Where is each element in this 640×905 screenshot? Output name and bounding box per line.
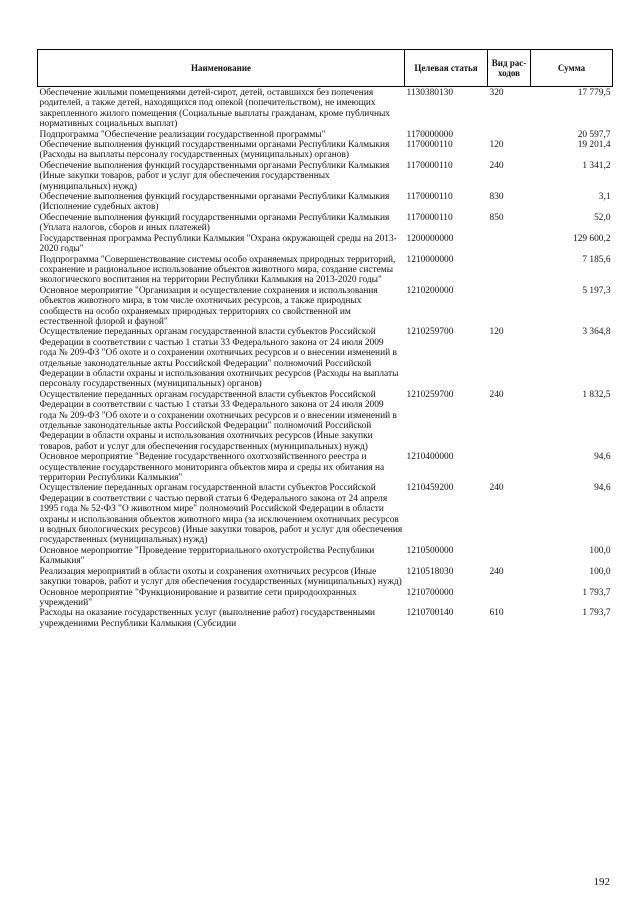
cell-sum: 1 793,7: [582, 587, 611, 598]
header-sum: Сумма: [531, 50, 613, 87]
cell-sum: 20 597,7: [577, 129, 611, 140]
page-number: 192: [593, 876, 610, 888]
table-row: [38, 192, 613, 213]
cell-name: Реализация мероприятий в области охоты и сохранения охотничьих ресурсов (Иные закупки товаров, работ и услуг для обеспечения государственных (муниципальных) нужд): [39, 566, 402, 588]
cell-target: 1210000000: [406, 254, 454, 265]
cell-sum: 1 793,7: [582, 608, 611, 619]
cell-name: Государственная программа Республики Калмыкия "Охрана окружающей среды на 2013-2020 годы": [39, 233, 397, 255]
cell-sum: 52,0: [594, 212, 611, 223]
table-row: [38, 130, 613, 140]
cell-target: 1210259700: [406, 327, 454, 338]
cell-name: Подпрограмма "Обеспечение реализации государственной программы": [39, 129, 326, 140]
table-row: [38, 234, 613, 255]
table-body: [38, 87, 613, 630]
table-row: [38, 588, 613, 609]
cell-target: 1210500000: [406, 545, 454, 556]
cell-kind: [488, 255, 531, 286]
table-row: [38, 546, 613, 567]
cell-target: 1200000000: [406, 233, 454, 244]
cell-kind: [488, 546, 531, 567]
cell-sum: 7 185,6: [582, 254, 611, 265]
cell-kind: [488, 588, 531, 609]
cell-kind: 120: [489, 327, 504, 338]
cell-sum: 1 832,5: [582, 389, 611, 400]
cell-target: 1170000110: [406, 160, 453, 171]
header-target: Целевая статья: [405, 50, 488, 87]
cell-sum: 17 779,5: [577, 88, 611, 98]
cell-sum: 1 341,2: [582, 160, 611, 171]
table-row: [38, 327, 613, 389]
cell-kind: 240: [489, 483, 504, 494]
table-row: [38, 161, 613, 192]
budget-table: [37, 49, 613, 629]
table-row: [38, 608, 613, 629]
table-row: [38, 483, 613, 545]
cell-target: 1210700000: [406, 587, 454, 598]
cell-kind: 240: [489, 160, 504, 171]
cell-target: 1210700140: [406, 608, 454, 619]
cell-sum: 3,1: [598, 192, 611, 203]
cell-target: 1130380130: [406, 88, 454, 98]
cell-target: 1210518030: [406, 566, 454, 577]
table-row: [38, 286, 613, 328]
cell-kind: [488, 452, 531, 483]
cell-target: 1210200000: [406, 285, 454, 296]
cell-target: 1210459200: [406, 483, 454, 494]
cell-sum: 94,6: [594, 483, 611, 494]
table-row: [38, 390, 613, 452]
cell-name: Основное мероприятие "Организация и осуществление сохранения и использования объектов животного мира, в том числе охотничьих ресурсов, а также природных сообществ на особо охраняемых природных территориях со свойственной им естественной флорой и фауной": [39, 285, 378, 327]
cell-target: 1210259700: [406, 389, 454, 400]
cell-name: Расходы на оказание государственных услуг (выполнение работ) государственными учреждениями Республики Калмыкия (Субсидии: [39, 608, 376, 629]
cell-name: Обеспечение выполнения функций государственными органами Республики Калмыкия (Расходы на выплаты персоналу государственных (муниципальных) органов): [39, 140, 390, 161]
table-row: [38, 213, 613, 234]
cell-sum: 5 197,3: [582, 285, 611, 296]
cell-kind: 610: [489, 608, 504, 619]
cell-name: Обеспечение жилыми помещениями детей-сирот, детей, оставшихся без попечения родителей, а также детей, находящихся под опекой (попечительством), не имеющих закрепленного жилого помещения (Социальные выплаты гражданам, кроме публичных нормативных социальных выплат): [39, 88, 390, 130]
cell-kind: 120: [489, 140, 504, 151]
cell-sum: 19 201,4: [577, 140, 611, 151]
cell-name: Подпрограмма "Совершенствование системы особо охраняемых природных территорий, сохранение и рациональное использование объектов животного мира, создание системы экологического воспитания на территории Республики Калмыкия на 2013-2020 годы": [39, 254, 396, 286]
cell-sum: 94,6: [594, 452, 611, 463]
table-row: [38, 567, 613, 588]
cell-sum: 100,0: [589, 545, 611, 556]
header-kind: Вид рас-ходов: [488, 50, 531, 87]
table-row: [38, 452, 613, 483]
cell-kind: [488, 130, 531, 140]
cell-kind: 240: [489, 389, 504, 400]
cell-target: 1170000110: [406, 192, 453, 203]
table-header: [38, 50, 613, 87]
cell-sum: 100,0: [589, 566, 611, 577]
cell-target: 1170000110: [406, 140, 453, 151]
table-row: [38, 255, 613, 286]
table-row: [38, 87, 613, 130]
cell-target: 1210400000: [406, 452, 454, 463]
cell-target: 1170000110: [406, 212, 453, 223]
cell-kind: [488, 234, 531, 255]
cell-sum: 129 600,2: [573, 233, 611, 244]
cell-name: Осуществление переданных органам государственной власти субъектов Российской Федерации в соответствии с частью 1 статьи 33 Федерального закона от 24 июля 2009 года № 209-ФЗ "Об охоте и о сохранении охотничьих ресурсов и о внесении изменений в отдельные законодательные акты Российской Федерации" полномочий Российской Федерации в области охраны и использования охотничьих ресурсов (Иные закупки товаров, работ и услуг для обеспечения государственных (муниципальных) нужд): [39, 389, 397, 452]
cell-kind: 320: [489, 88, 504, 98]
cell-name: Осуществление переданных органам государственной власти субъектов Российской Федерации в соответствии с частью 1 статьи 33 Федерального закона от 24 июля 2009 года № 209-ФЗ "Об охоте и о сохранении охотничьих ресурсов и о внесении изменений в отдельные законодательные акты Российской Федерации" полномочий Российской Федерации в области охраны и использования охотничьих ресурсов (Расходы на выплаты персоналу государственных (муниципальных) органов): [39, 327, 399, 390]
cell-name: Обеспечение выполнения функций государственными органами Республики Калмыкия (Уплата налогов, сборов и иных платежей): [39, 212, 390, 234]
cell-kind: 830: [489, 192, 504, 203]
cell-name: Осуществление переданных органам государственной власти субъектов Российской Федерации в соответствии с частью первой статьи 6 Федерального закона от 24 апреля 1995 года № 52-ФЗ "О животном мире" полномочий Российской Федерации в области охраны и использования объектов животного мира (за исключением охотничьих ресурсов и водных биологических ресурсов) (Иные закупки товаров, работ и услуг для обеспечения государственных (муниципальных) нужд): [39, 483, 403, 546]
cell-name: Основное мероприятие "Ведение государственного охотхозяйственного реестра и осуществление государственного мониторинга объектов мира и среды их обитания на территории Республики Калмыкия": [39, 452, 385, 484]
cell-target: 1170000000: [406, 129, 454, 140]
cell-kind: [488, 286, 531, 328]
table-row: [38, 140, 613, 161]
cell-kind: 850: [489, 212, 504, 223]
cell-name: Основное мероприятие "Проведение территориального охотустройства Республики Калмыкия": [39, 545, 375, 567]
cell-name: Основное мероприятие "Функционирование и развитие сети природоохранных учреждений": [39, 587, 357, 608]
cell-name: Обеспечение выполнения функций государственными органами Республики Калмыкия (Исполнение судебных актов): [39, 192, 390, 213]
cell-sum: 3 364,8: [582, 327, 611, 338]
cell-name: Обеспечение выполнения функций государственными органами Республики Калмыкия (Иные закупки товаров, работ и услуг для обеспечения государственных (муниципальных) нужд): [39, 160, 390, 192]
header-name: Наименование: [38, 50, 405, 87]
cell-kind: 240: [489, 566, 504, 577]
